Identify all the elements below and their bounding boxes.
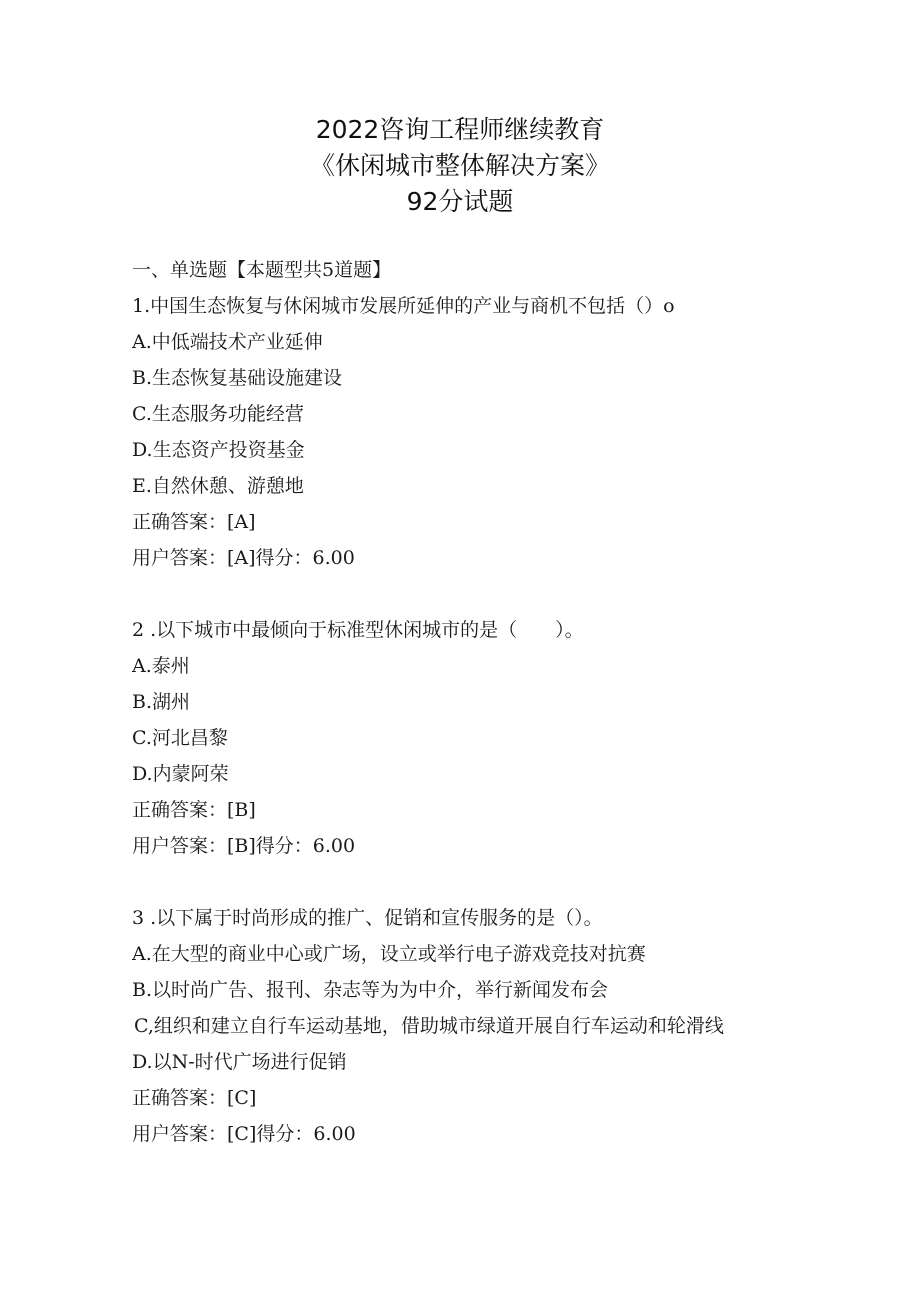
title-line-1: 2022咨询工程师继续教育 bbox=[315, 115, 605, 144]
option-b: B.以时尚广告、报刊、杂志等为为中介，举行新闻发布会 bbox=[132, 979, 609, 1001]
option-c: C.河北昌黎 bbox=[132, 727, 228, 749]
correct-answer: 正确答案：[C] bbox=[132, 1087, 257, 1109]
question-stem: 2 .以下城市中最倾向于标准型休闲城市的是（ ）。 bbox=[132, 619, 584, 641]
option-c: C.生态服务功能经营 bbox=[132, 403, 304, 425]
option-a: A.中低端技术产业延伸 bbox=[132, 331, 323, 353]
question-2 bbox=[132, 612, 792, 864]
question-list bbox=[132, 252, 792, 1152]
user-answer: 用户答案：[A]得分：6.00 bbox=[132, 547, 355, 569]
question-stem: 1.中国生态恢复与休闲城市发展所延伸的产业与商机不包括（）o bbox=[132, 295, 675, 317]
title-line-3: 92分试题 bbox=[406, 187, 514, 216]
option-a: A.泰州 bbox=[132, 655, 190, 677]
option-e: E.自然休憩、游憩地 bbox=[132, 475, 304, 497]
user-answer: 用户答案：[B]得分：6.00 bbox=[132, 835, 356, 857]
option-d: D.生态资产投资基金 bbox=[132, 439, 305, 461]
user-answer: 用户答案：[C]得分：6.00 bbox=[132, 1123, 356, 1145]
question-stem: 3 .以下属于时尚形成的推广、促销和宣传服务的是（）。 bbox=[132, 907, 603, 929]
question-3 bbox=[132, 900, 792, 1152]
correct-answer: 正确答案：[A] bbox=[132, 511, 256, 533]
document-title bbox=[0, 112, 920, 220]
option-b: B.生态恢复基础设施建设 bbox=[132, 367, 343, 389]
correct-answer: 正确答案：[B] bbox=[132, 799, 256, 821]
option-d: D.以N-时代广场进行促销 bbox=[132, 1051, 347, 1073]
option-c: C,组织和建立自行车运动基地，借助城市绿道开展自行车运动和轮滑线 bbox=[134, 1015, 724, 1037]
title-line-2: 《休闲城市整体解决方案》 bbox=[309, 151, 610, 180]
option-d: D.内蒙阿荣 bbox=[132, 763, 229, 785]
spacer bbox=[132, 864, 792, 900]
option-b: B.湖州 bbox=[132, 691, 191, 713]
question-1 bbox=[132, 288, 792, 576]
section-header: 一、单选题【本题型共5道题】 bbox=[132, 259, 392, 281]
option-a: A.在大型的商业中心或广场，设立或举行电子游戏竞技对抗赛 bbox=[132, 943, 646, 965]
spacer bbox=[132, 576, 792, 612]
